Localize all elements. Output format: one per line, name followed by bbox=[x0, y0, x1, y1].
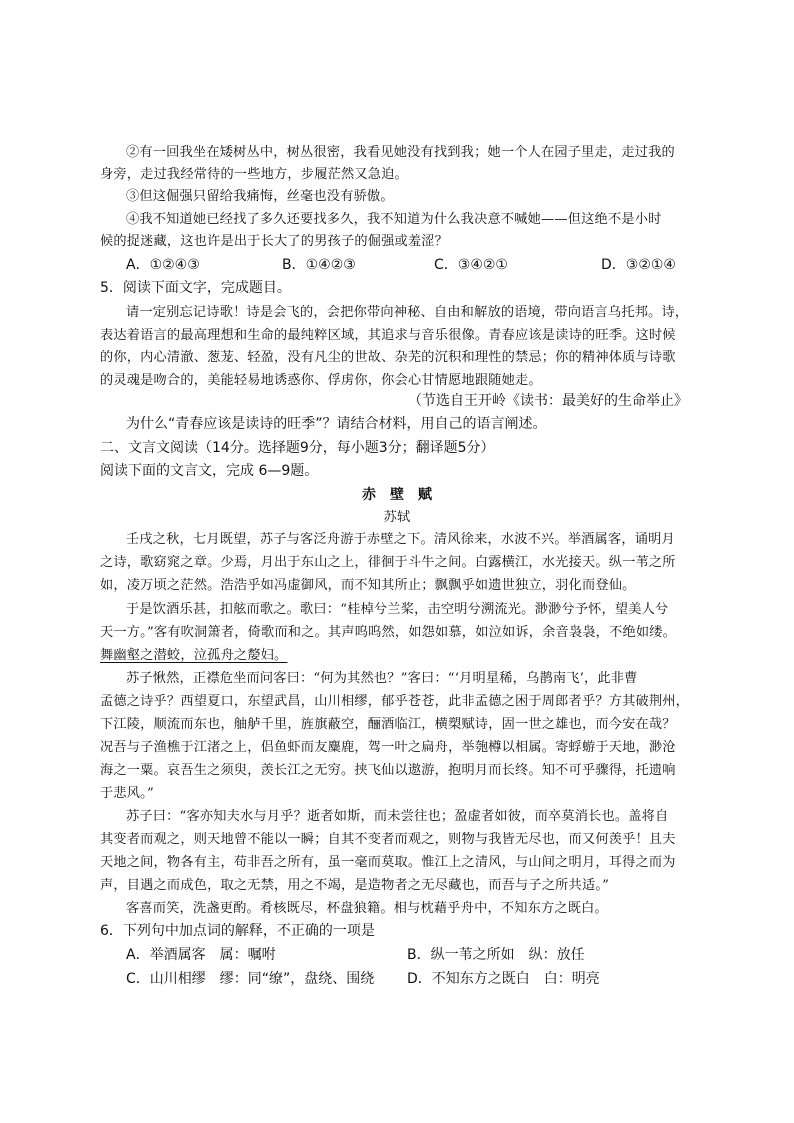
q5-material-line-3: 的你，内心清澈、葱茏、轻盈，没有凡尘的世故、杂芜的沉积和理性的禁忌；你的精神体质与诗歌 bbox=[100, 350, 676, 365]
poem-line: 天一方。”客有吹洞箫者，倚歌而和之。其声呜呜然，如怨如慕，如泣如诉，余音袅袅，不绝如缕。 bbox=[100, 625, 677, 640]
poem-line: 海之一粟。哀吾生之须臾，羡长江之无穷。挟飞仙以遨游，抱明月而长终。知不可乎骤得，托遗响 bbox=[100, 763, 676, 778]
poem-line: 壬戌之秋，七月既望，苏子与客泛舟游于赤壁之下。清风徐来，水波不兴。举酒属客，诵明月 bbox=[126, 532, 675, 547]
poem-line: 如，凌万顷之茫然。浩浩乎如冯虚御风，而不知其所止；飘飘乎如遗世独立，羽化而登仙。 bbox=[100, 578, 636, 593]
q4-option-a: A．①②④③ bbox=[126, 257, 200, 273]
poem-title: 赤 壁 赋 bbox=[362, 487, 432, 503]
poem-line: 其变者而观之，则天地曾不能以一瞬；自其不变者而观之，则物与我皆无尽也，而又何羡乎！且夫 bbox=[100, 832, 676, 847]
poem-line: 苏子愀然，正襟危坐而问客曰：“何为其然也？”客曰：“‘月明星稀，乌鹊南飞’，此非曹 bbox=[126, 671, 638, 686]
q5-source: （节选自王开岭《读书：最美好的生命举止》 bbox=[408, 393, 688, 409]
section-2-instruction: 阅读下面的文言文，完成 6—9题。 bbox=[100, 463, 319, 479]
poem-line: 下江陵，顺流而东也，舳舻千里，旌旗蔽空，酾酒临江，横槊赋诗，固一世之雄也，而今安在哉？ bbox=[100, 717, 676, 732]
passage-paragraph-2-line-1: ②有一回我坐在矮树丛中，树丛很密，我看见她没有找到我；她一个人在园子里走，走过我的 bbox=[126, 145, 675, 160]
passage-paragraph-2-line-2: 身旁，走过我经常待的一些地方，步履茫然又急迫。 bbox=[100, 167, 408, 182]
poem-line: 况吾与子渔樵于江渚之上，侣鱼虾而友麋鹿，驾一叶之扁舟，举匏樽以相属。寄蜉蝣于天地，渺沧 bbox=[100, 740, 676, 755]
q6-option-a: A．举酒属客 属：嘱咐 bbox=[126, 947, 276, 963]
q5-material-line-4: 的灵魂是吻合的，美能轻易地诱惑你、俘虏你，你会心甘情愿地跟随她走。 bbox=[100, 373, 542, 388]
q4-option-d: D．③②①④ bbox=[601, 257, 676, 273]
q4-option-b: B．①④②③ bbox=[282, 257, 356, 273]
poem-line: 之诗，歌窈窕之章。少焉，月出于东山之上，徘徊于斗牛之间。白露横江，水光接天。纵一苇之所 bbox=[100, 555, 676, 570]
q5-material-line-2: 表达着语言的最高理想和生命的最纯粹区域，其追求与音乐很像。青春应该是读诗的旺季。这时候 bbox=[100, 328, 676, 343]
poem-line: 客喜而笑，洗盏更酌。肴核既尽，杯盘狼籍。相与枕藉乎舟中，不知东方之既白。 bbox=[126, 901, 608, 916]
passage-paragraph-4-line-2: 候的捉迷藏，这也许是出于长大了的男孩子的倔强或羞涩？ bbox=[100, 234, 449, 249]
poem-line-underlined: 舞幽壑之潜蛟，泣孤舟之嫠妇。 bbox=[100, 648, 288, 663]
q6-option-d: D．不知东方之既白 白：明亮 bbox=[407, 971, 600, 987]
q5-question: 为什么“青春应该是读诗的旺季”？请结合材料，用自己的语言阐述。 bbox=[126, 416, 547, 432]
poem-line: 于是饮酒乐甚，扣舷而歌之。歌曰：“桂棹兮兰桨，击空明兮溯流光。渺渺兮予怀，望美人兮 bbox=[126, 602, 669, 617]
q5-material-line-1: 请一定别忘记诗歌！诗是会飞的，会把你带向神秘、自由和解放的语境，带向语言乌托邦。诗， bbox=[126, 305, 689, 320]
q6-option-b: B．纵一苇之所如 纵：放任 bbox=[407, 947, 585, 963]
passage-paragraph-3: ③但这倔强只留给我痛悔，丝毫也没有骄傲。 bbox=[126, 189, 394, 204]
section-2-heading: 二、文言文阅读（14分。选择题9分，每小题3分；翻译题5分） bbox=[100, 440, 495, 456]
poem-line: 孟德之诗乎？西望夏口，东望武昌，山川相缪，郁乎苍苍，此非孟德之困于周郎者乎？方其破荆州， bbox=[100, 694, 690, 709]
poem-line: 苏子曰：“客亦知夫水与月乎？逝者如斯，而未尝往也；盈虚者如彼，而卒莫消长也。盖将自 bbox=[126, 809, 669, 824]
passage-paragraph-4-line-1: ④我不知道她已经找了多久还要找多久，我不知道为什么我决意不喊她——但这绝不是小时 bbox=[126, 212, 662, 227]
q6-stem: 6．下列句中加点词的解释，不正确的一项是 bbox=[100, 923, 375, 939]
poem-line: 于悲风。” bbox=[100, 786, 154, 801]
q4-option-c: C．③④②① bbox=[434, 257, 508, 273]
poem-line: 声，目遇之而成色，取之无禁，用之不竭，是造物者之无尽藏也，而吾与子之所共适。” bbox=[100, 878, 610, 893]
poem-line: 天地之间，物各有主，苟非吾之所有，虽一毫而莫取。惟江上之清风，与山间之明月，耳得之而为 bbox=[100, 855, 676, 870]
q5-stem: 5．阅读下面文字，完成题目。 bbox=[100, 280, 291, 296]
q6-option-c: C．山川相缪 缪：同“缭”，盘绕、围绕 bbox=[126, 971, 375, 987]
poem-author: 苏轼 bbox=[383, 510, 411, 525]
